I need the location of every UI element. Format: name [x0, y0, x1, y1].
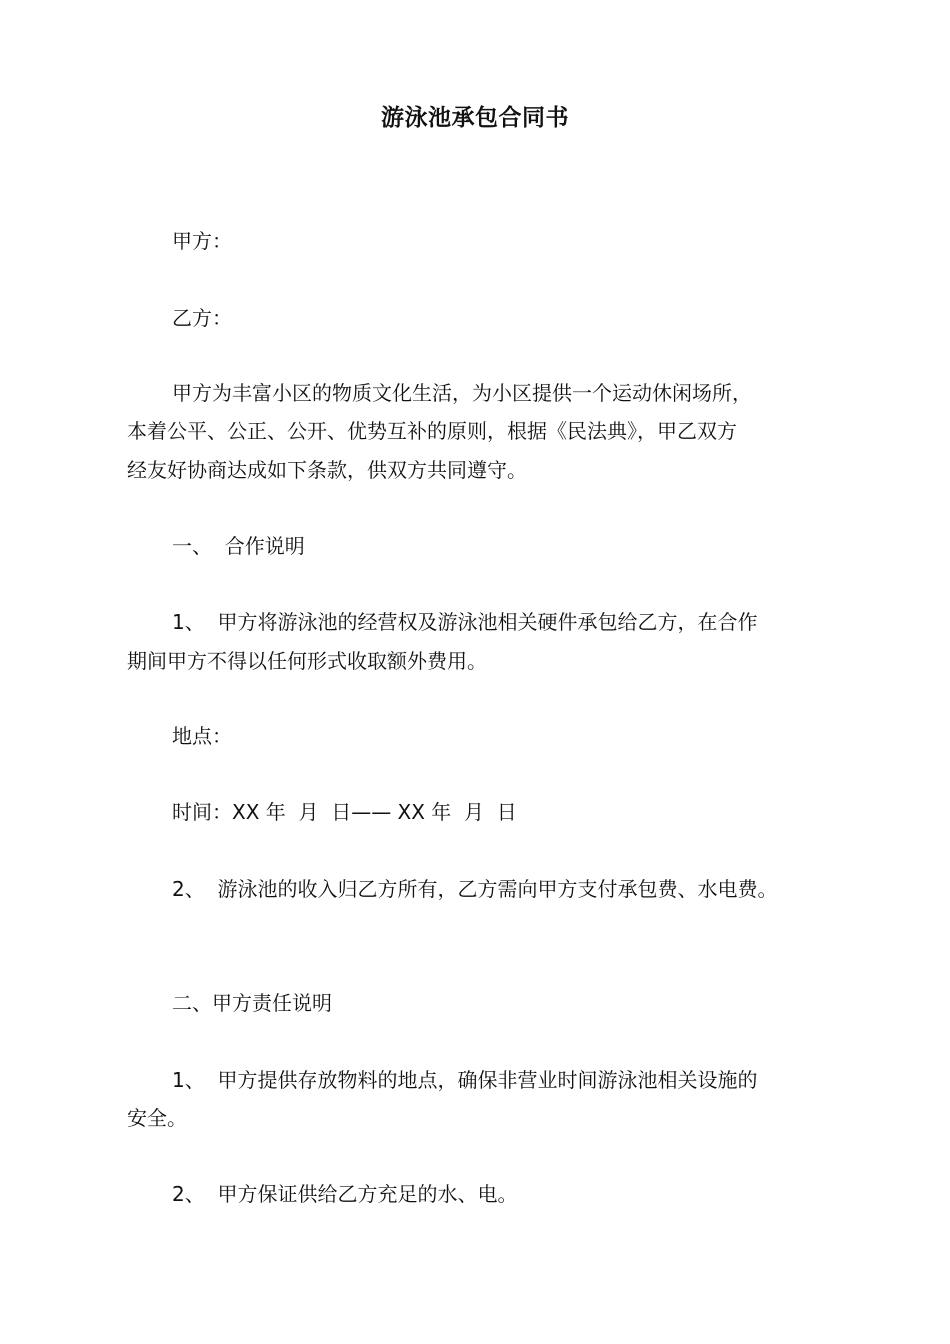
section-2-item-1-line-1: 1、 甲方提供存放物料的地点，确保非营业时间游泳池相关设施的 [172, 1068, 758, 1092]
intro-line-3: 经友好协商达成如下条款，供双方共同遵守。 [127, 458, 527, 482]
section-2-item-1-line-2: 安全。 [127, 1106, 187, 1130]
intro-line-1: 甲方为丰富小区的物质文化生活，为小区提供一个运动休闲场所， [172, 381, 752, 405]
intro-line-2: 本着公平、公正、公开、优势互补的原则，根据《民法典》，甲乙双方 [127, 419, 737, 443]
party-b-label: 乙方： [172, 306, 232, 330]
section-1-item-2: 2、 游泳池的收入归乙方所有，乙方需向甲方支付承包费、水电费。 [172, 877, 778, 901]
section-1-item-1-line-1: 1、 甲方将游泳池的经营权及游泳池相关硬件承包给乙方，在合作 [172, 610, 758, 634]
document-title: 游泳池承包合同书 [381, 105, 569, 131]
section-2-item-2: 2、 甲方保证供给乙方充足的水、电。 [172, 1182, 518, 1206]
section-2-heading: 二、甲方责任说明 [172, 991, 332, 1015]
section-1-item-1-line-2: 期间甲方不得以任何形式收取额外费用。 [127, 649, 487, 673]
time-period: 时间：XX 年 月 日—— XX 年 月 日 [172, 800, 517, 824]
section-1-heading: 一、 合作说明 [172, 534, 305, 558]
party-a-label: 甲方： [172, 229, 232, 253]
location-label: 地点： [172, 724, 232, 748]
